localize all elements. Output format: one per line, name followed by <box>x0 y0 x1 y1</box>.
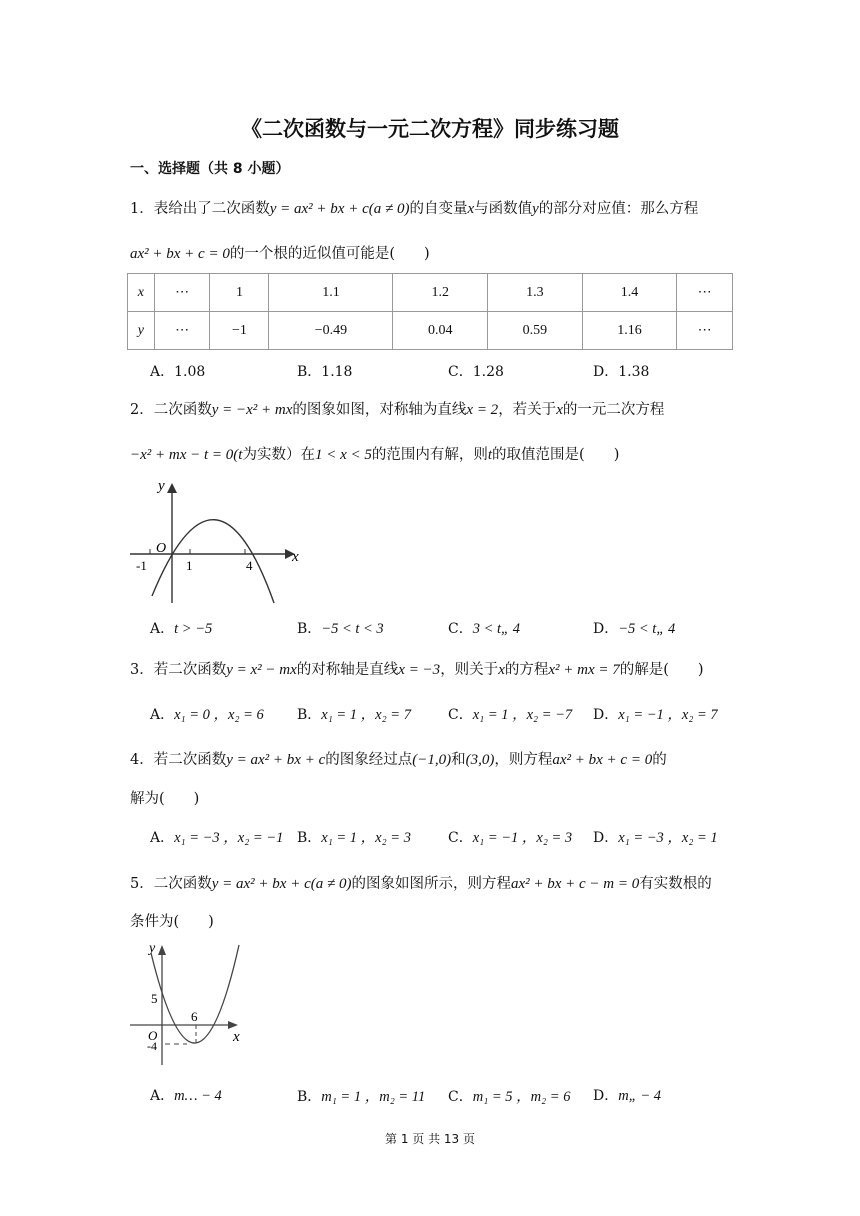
q4-line2: 解为( ) <box>130 791 200 807</box>
q2-math: x = 2 <box>466 402 499 418</box>
q3-option-d <box>593 703 718 724</box>
q2-math: y = −x² + mx <box>211 402 293 418</box>
origin-label: O <box>148 1028 158 1043</box>
q2-line1 <box>130 398 664 419</box>
option-math: x₁ = 1 ，x₂ = 3 <box>321 830 411 846</box>
q5-option-b <box>297 1085 425 1106</box>
q2-var-t: t <box>238 447 243 463</box>
q4-math: (−1,0) <box>412 752 452 768</box>
origin-label: O <box>156 541 167 556</box>
q5-parabola-graph <box>125 937 253 1069</box>
section-heading: 一、选择题（共 8 小题） <box>130 161 290 177</box>
page-footer: 第 1 页 共 13 页 <box>385 1132 475 1146</box>
option-math: 3 < t„ 4 <box>472 621 520 637</box>
q4-option-b <box>297 826 411 847</box>
option-letter: A． <box>150 707 175 723</box>
option-math: m₁ = 1 ，m₂ = 11 <box>321 1089 426 1105</box>
option-letter: C． <box>448 1089 473 1105</box>
q3-text: ，则关于 <box>440 662 499 678</box>
x-value-label: 6 <box>191 1009 198 1024</box>
q2-option-b <box>297 618 384 638</box>
q1-text: 的自变量 <box>409 201 468 217</box>
option-letter: B． <box>297 830 322 846</box>
table-cell: 1.4 <box>582 274 677 312</box>
x-axis-label: x <box>233 1029 240 1045</box>
q5-line1 <box>130 872 712 893</box>
q1-text: 1．表给出了二次函数 <box>130 201 270 217</box>
q1-text: 的一个根的近似值可能是( ) <box>229 246 430 262</box>
table-cell: x <box>128 274 155 312</box>
q3-math: x² + mx = 7 <box>548 662 620 678</box>
option-letter: B． <box>297 1089 322 1105</box>
table-cell: ⋯ <box>154 274 210 312</box>
table-cell: y <box>128 312 155 350</box>
q1-option-a: A．1.08 <box>150 364 206 380</box>
tick-label: 4 <box>246 558 253 573</box>
q2-text: 的范围内有解，则 <box>371 447 488 463</box>
table-cell: −0.49 <box>269 312 393 350</box>
q2-option-d <box>593 618 675 638</box>
q2-option-a <box>150 618 212 638</box>
y-value-label: 5 <box>151 991 158 1006</box>
table-row <box>128 274 733 312</box>
table-cell: ⋯ <box>677 274 733 312</box>
option-letter: B． <box>297 621 322 637</box>
q4-option-a <box>150 826 283 847</box>
table-row <box>128 312 733 350</box>
q5-option-c <box>448 1085 570 1106</box>
tick-label: 1 <box>186 558 193 573</box>
table-cell: 1.16 <box>582 312 677 350</box>
y-axis-arrow <box>158 945 166 955</box>
q5-text: 5．二次函数 <box>130 876 212 892</box>
option-math: m₁ = 5 ，m₂ = 6 <box>472 1089 571 1105</box>
y-axis-label: y <box>158 478 165 494</box>
q5-text: 有实数根的 <box>639 876 712 892</box>
q1-option-c: C．1.28 <box>448 364 504 380</box>
q2-equation: −x² + mx − t = 0( <box>130 447 239 463</box>
q5-option-a <box>150 1085 222 1105</box>
option-math: m„ − 4 <box>618 1088 662 1104</box>
q2-text: 的图象如图，对称轴为直线 <box>292 402 467 418</box>
option-math: −5 < t < 3 <box>321 621 384 637</box>
q2-line2 <box>130 443 619 464</box>
q3-math: x = −3 <box>398 662 441 678</box>
q4-math: ax² + bx + c = 0 <box>552 752 653 768</box>
option-letter: D． <box>593 707 619 723</box>
q2-option-c <box>448 618 520 638</box>
q5-math: y = ax² + bx + c(a ≠ 0) <box>211 876 352 892</box>
q3-option-a <box>150 703 264 724</box>
q1-option-d: D．1.38 <box>593 364 650 380</box>
table-cell: ⋯ <box>677 312 733 350</box>
q5-text: 的图象如图所示，则方程 <box>351 876 511 892</box>
table-cell: 1.2 <box>393 274 488 312</box>
option-math: t > −5 <box>174 621 213 637</box>
q1-text: 与函数值 <box>474 201 533 217</box>
q4-text: ，则方程 <box>494 752 553 768</box>
option-letter: C． <box>448 621 473 637</box>
q2-text: 的取值范围是( ) <box>492 447 620 463</box>
option-letter: C． <box>448 830 473 846</box>
q3-var-x: x <box>498 662 505 678</box>
q4-line1 <box>130 748 667 769</box>
q3-text: 3．若二次函数 <box>130 662 227 678</box>
option-math: x₁ = −1 ，x₂ = 7 <box>618 707 718 723</box>
option-letter: A． <box>150 830 175 846</box>
q2-var-x: x <box>556 402 563 418</box>
q4-text: 的 <box>652 752 667 768</box>
table-cell: 0.04 <box>393 312 488 350</box>
q1-math: y = ax² + bx + c(a ≠ 0) <box>269 201 410 217</box>
option-math: x₁ = 1 ，x₂ = −7 <box>472 707 573 723</box>
q2-text: 为实数）在 <box>242 447 315 463</box>
option-math: x₁ = −3 ，x₂ = −1 <box>174 830 284 846</box>
q4-math: y = ax² + bx + c <box>226 752 326 768</box>
option-math: x₁ = 1 ，x₂ = 7 <box>321 707 411 723</box>
option-math: x₁ = −1 ，x₂ = 3 <box>472 830 573 846</box>
q1-var-x: x <box>467 201 475 217</box>
q3-text: 的方程 <box>504 662 549 678</box>
q4-text: 和 <box>451 752 466 768</box>
y-axis-arrow <box>167 483 177 493</box>
y-axis-label: y <box>149 941 156 956</box>
option-letter: D． <box>593 1088 619 1104</box>
q3-option-b <box>297 703 411 724</box>
q1-equation: ax² + bx + c = 0 <box>130 246 230 262</box>
option-letter: A． <box>150 1088 175 1104</box>
table-cell: 1 <box>210 274 269 312</box>
option-math: x₁ = 0 ，x₂ = 6 <box>174 707 264 723</box>
q1-option-b: B．1.18 <box>297 364 353 380</box>
option-letter: C． <box>448 707 473 723</box>
q5-math: ax² + bx + c − m = 0 <box>510 876 640 892</box>
table-cell: −1 <box>210 312 269 350</box>
table-cell: 1.1 <box>269 274 393 312</box>
q2-var-t: t <box>487 447 493 463</box>
option-letter: B． <box>297 707 322 723</box>
parabola-curve <box>152 520 274 603</box>
page-title: 《二次函数与一元二次方程》同步练习题 <box>241 117 619 141</box>
q3-text: 的解是( ) <box>619 662 704 678</box>
option-letter: D． <box>593 830 619 846</box>
q4-option-c <box>448 826 572 847</box>
table-cell: ⋯ <box>154 312 210 350</box>
q3-math: y = x² − mx <box>226 662 297 678</box>
q1-value-table <box>127 273 733 350</box>
q1-line2 <box>130 242 430 263</box>
q3-option-c <box>448 703 572 724</box>
q5-option-d <box>593 1085 661 1105</box>
q3-text: 的对称轴是直线 <box>296 662 399 678</box>
q2-text: ，若关于 <box>498 402 557 418</box>
option-letter: D． <box>593 621 619 637</box>
q4-option-d <box>593 826 718 847</box>
option-math: −5 < t„ 4 <box>618 621 676 637</box>
option-math: m… − 4 <box>174 1088 222 1104</box>
x-axis-label: x <box>292 549 299 565</box>
x-axis-arrow <box>228 1021 238 1029</box>
q2-math: 1 < x < 5 <box>314 447 372 463</box>
q1-text: 的部分对应值：那么方程 <box>538 201 699 217</box>
q3-line1 <box>130 658 704 679</box>
option-letter: A． <box>150 621 175 637</box>
q5-line2: 条件为( ) <box>130 914 214 930</box>
option-math: x₁ = −3 ，x₂ = 1 <box>618 830 718 846</box>
min-value-label: -4 <box>147 1039 157 1053</box>
q4-math: (3,0) <box>465 752 495 768</box>
parabola-curve <box>151 945 239 1043</box>
q4-text: 的图象经过点 <box>325 752 413 768</box>
q1-line1 <box>130 197 698 218</box>
q2-text: 的一元二次方程 <box>562 402 665 418</box>
q2-text: 2．二次函数 <box>130 402 212 418</box>
table-cell: 0.59 <box>488 312 583 350</box>
tick-label: -1 <box>136 558 147 573</box>
q2-parabola-graph <box>125 475 305 607</box>
table-cell: 1.3 <box>488 274 583 312</box>
q1-var-y: y <box>532 201 539 217</box>
q4-text: 4．若二次函数 <box>130 752 227 768</box>
